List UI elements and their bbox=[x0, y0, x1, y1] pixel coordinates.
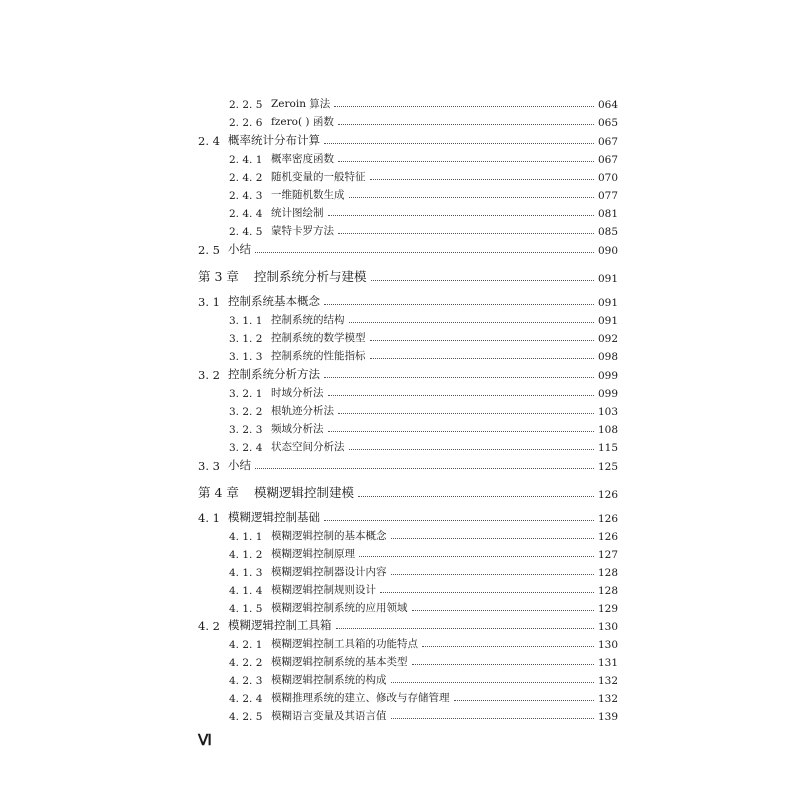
entry-number: 4. 2. 2 bbox=[229, 657, 263, 669]
dot-leader bbox=[358, 496, 594, 497]
dot-leader bbox=[412, 610, 594, 611]
dot-leader bbox=[359, 556, 594, 557]
entry-title: 小结 bbox=[228, 458, 251, 472]
subsection-entry bbox=[0, 597, 800, 615]
entry-page-number: 115 bbox=[597, 442, 618, 454]
entry-page-number: 077 bbox=[597, 190, 618, 202]
entry-page-number: 067 bbox=[597, 154, 618, 166]
dot-leader bbox=[349, 197, 594, 198]
entry-page-number: 092 bbox=[597, 333, 618, 345]
section-entry bbox=[0, 507, 800, 525]
entry-title: 模糊逻辑控制建模 bbox=[254, 485, 355, 500]
entry-title: 概率密度函数 bbox=[271, 153, 334, 165]
entry-title: 控制系统基本概念 bbox=[228, 294, 320, 308]
subsection-entry bbox=[0, 651, 800, 669]
dot-leader bbox=[338, 161, 594, 162]
subsection-entry bbox=[0, 111, 800, 129]
dot-leader bbox=[328, 395, 594, 396]
entry-number: 4. 1. 5 bbox=[229, 603, 263, 615]
entry-title: 根轨迹分析法 bbox=[271, 405, 334, 417]
entry-title: 模糊逻辑控制原理 bbox=[271, 548, 355, 560]
subsection-entry bbox=[0, 148, 800, 166]
entry-title: 一维随机数生成 bbox=[271, 189, 345, 201]
entry-title: 模糊逻辑控制工具箱的功能特点 bbox=[271, 638, 418, 650]
entry-page-number: 131 bbox=[597, 657, 618, 669]
entry-number: 4. 1. 2 bbox=[229, 549, 263, 561]
entry-title: 统计图绘制 bbox=[271, 207, 324, 219]
entry-title: 小结 bbox=[228, 242, 251, 256]
dot-leader bbox=[370, 358, 594, 359]
entry-number: 4. 2. 3 bbox=[229, 675, 263, 687]
entry-number: 第 3 章 bbox=[198, 269, 239, 284]
entry-page-number: 132 bbox=[597, 675, 618, 687]
entry-page-number: 103 bbox=[597, 406, 618, 418]
subsection-entry bbox=[0, 220, 800, 238]
subsection-entry bbox=[0, 525, 800, 543]
subsection-entry bbox=[0, 202, 800, 220]
dot-leader bbox=[391, 682, 594, 683]
entry-number: 2. 2. 5 bbox=[229, 99, 263, 111]
entry-title: 控制系统的数学模型 bbox=[271, 332, 366, 344]
dot-leader bbox=[338, 124, 594, 125]
entry-title: 随机变量的一般特征 bbox=[271, 171, 366, 183]
entry-number: 3. 2. 4 bbox=[229, 442, 263, 454]
entry-page-number: 091 bbox=[597, 297, 618, 309]
entry-title: 蒙特卡罗方法 bbox=[271, 225, 334, 237]
entry-title: 模糊逻辑控制基础 bbox=[228, 510, 320, 524]
page-number: Ⅵ bbox=[198, 733, 212, 749]
entry-title: 控制系统的性能指标 bbox=[271, 350, 366, 362]
entry-number: 2. 2. 6 bbox=[229, 117, 263, 129]
subsection-entry bbox=[0, 543, 800, 561]
entry-number: 4. 1. 4 bbox=[229, 585, 263, 597]
dot-leader bbox=[324, 377, 594, 378]
subsection-entry bbox=[0, 309, 800, 327]
subsection-entry bbox=[0, 400, 800, 418]
subsection-entry bbox=[0, 93, 800, 111]
dot-leader bbox=[422, 646, 594, 647]
entry-page-number: 091 bbox=[597, 273, 618, 285]
dot-leader bbox=[454, 700, 594, 701]
entry-page-number: 125 bbox=[597, 461, 618, 473]
entry-number: 3. 2. 3 bbox=[229, 424, 263, 436]
entry-number: 3. 1 bbox=[198, 295, 220, 309]
entry-page-number: 099 bbox=[597, 388, 618, 400]
entry-number: 3. 2. 2 bbox=[229, 406, 263, 418]
entry-number: 2. 4. 5 bbox=[229, 226, 263, 238]
entry-number: 4. 2. 5 bbox=[229, 711, 263, 723]
subsection-entry bbox=[0, 418, 800, 436]
entry-number: 3. 2 bbox=[198, 368, 220, 382]
entry-page-number: 099 bbox=[597, 370, 618, 382]
entry-page-number: 132 bbox=[597, 693, 618, 705]
entry-title: 模糊逻辑控制器设计内容 bbox=[271, 566, 387, 578]
entry-page-number: 128 bbox=[597, 585, 618, 597]
entry-number: 2. 4. 1 bbox=[229, 154, 263, 166]
entry-page-number: 081 bbox=[597, 208, 618, 220]
entry-title: 控制系统的结构 bbox=[271, 314, 345, 326]
subsection-entry bbox=[0, 579, 800, 597]
dot-leader bbox=[328, 431, 594, 432]
entry-title: 模糊逻辑控制工具箱 bbox=[228, 618, 332, 632]
section-entry bbox=[0, 364, 800, 382]
dot-leader bbox=[334, 106, 594, 107]
dot-leader bbox=[255, 252, 594, 253]
dot-leader bbox=[324, 304, 594, 305]
subsection-entry bbox=[0, 561, 800, 579]
subsection-entry bbox=[0, 687, 800, 705]
chapter-entry bbox=[0, 265, 800, 285]
dot-leader bbox=[338, 233, 594, 234]
entry-page-number: 127 bbox=[597, 549, 618, 561]
entry-number: 第 4 章 bbox=[198, 485, 239, 500]
entry-page-number: 091 bbox=[597, 315, 618, 327]
entry-title: 模糊逻辑控制系统的基本类型 bbox=[271, 656, 408, 668]
subsection-entry bbox=[0, 184, 800, 202]
entry-title: 控制系统分析与建模 bbox=[254, 269, 367, 284]
entry-page-number: 098 bbox=[597, 351, 618, 363]
section-entry bbox=[0, 130, 800, 148]
dot-leader bbox=[336, 628, 594, 629]
dot-leader bbox=[349, 449, 594, 450]
entry-title: Zeroin 算法 bbox=[271, 98, 331, 110]
entry-number: 4. 2 bbox=[198, 619, 220, 633]
dot-leader bbox=[412, 664, 594, 665]
dot-leader bbox=[370, 340, 594, 341]
entry-page-number: 128 bbox=[597, 567, 618, 579]
entry-number: 2. 4. 3 bbox=[229, 190, 263, 202]
dot-leader bbox=[380, 592, 594, 593]
entry-number: 3. 1. 3 bbox=[229, 351, 263, 363]
dot-leader bbox=[324, 520, 594, 521]
entry-number: 2. 5 bbox=[198, 243, 220, 257]
entry-page-number: 139 bbox=[597, 711, 618, 723]
entry-page-number: 126 bbox=[597, 531, 618, 543]
entry-page-number: 129 bbox=[597, 603, 618, 615]
section-entry bbox=[0, 455, 800, 473]
entry-title: 控制系统分析方法 bbox=[228, 367, 320, 381]
entry-title: 概率统计分布计算 bbox=[228, 133, 320, 147]
entry-number: 2. 4. 4 bbox=[229, 208, 263, 220]
entry-page-number: 090 bbox=[597, 245, 618, 257]
dot-leader bbox=[371, 280, 594, 281]
entry-page-number: 130 bbox=[597, 621, 618, 633]
entry-title: fzero( ) 函数 bbox=[271, 116, 334, 128]
subsection-entry bbox=[0, 633, 800, 651]
entry-title: 模糊逻辑控制规则设计 bbox=[271, 584, 376, 596]
section-entry bbox=[0, 291, 800, 309]
entry-page-number: 064 bbox=[597, 99, 618, 111]
subsection-entry bbox=[0, 166, 800, 184]
entry-title: 模糊逻辑控制的基本概念 bbox=[271, 530, 387, 542]
entry-number: 4. 1. 3 bbox=[229, 567, 263, 579]
entry-title: 模糊逻辑控制系统的构成 bbox=[271, 674, 387, 686]
dot-leader bbox=[255, 468, 594, 469]
dot-leader bbox=[391, 718, 594, 719]
entry-number: 3. 1. 1 bbox=[229, 315, 263, 327]
entry-number: 3. 1. 2 bbox=[229, 333, 263, 345]
section-entry bbox=[0, 239, 800, 257]
subsection-entry bbox=[0, 705, 800, 723]
subsection-entry bbox=[0, 345, 800, 363]
entry-number: 4. 2. 4 bbox=[229, 693, 263, 705]
section-entry bbox=[0, 615, 800, 633]
entry-page-number: 130 bbox=[597, 639, 618, 651]
entry-page-number: 126 bbox=[597, 513, 618, 525]
entry-title: 状态空间分析法 bbox=[271, 441, 345, 453]
dot-leader bbox=[349, 322, 594, 323]
dot-leader bbox=[328, 215, 594, 216]
entry-page-number: 067 bbox=[597, 136, 618, 148]
entry-number: 4. 1. 1 bbox=[229, 531, 263, 543]
subsection-entry bbox=[0, 382, 800, 400]
entry-page-number: 108 bbox=[597, 424, 618, 436]
entry-number: 2. 4. 2 bbox=[229, 172, 263, 184]
subsection-entry bbox=[0, 327, 800, 345]
entry-number: 3. 3 bbox=[198, 459, 220, 473]
dot-leader bbox=[338, 413, 594, 414]
entry-page-number: 126 bbox=[597, 489, 618, 501]
entry-page-number: 085 bbox=[597, 226, 618, 238]
entry-number: 4. 2. 1 bbox=[229, 639, 263, 651]
dot-leader bbox=[324, 143, 594, 144]
entry-title: 模糊语言变量及其语言值 bbox=[271, 710, 387, 722]
entry-title: 频域分析法 bbox=[271, 423, 324, 435]
entry-title: 模糊推理系统的建立、修改与存储管理 bbox=[271, 692, 450, 704]
subsection-entry bbox=[0, 669, 800, 687]
dot-leader bbox=[391, 538, 594, 539]
entry-page-number: 070 bbox=[597, 172, 618, 184]
entry-title: 模糊逻辑控制系统的应用领域 bbox=[271, 602, 408, 614]
entry-number: 2. 4 bbox=[198, 134, 220, 148]
subsection-entry bbox=[0, 436, 800, 454]
entry-title: 时域分析法 bbox=[271, 387, 324, 399]
chapter-entry bbox=[0, 481, 800, 501]
dot-leader bbox=[391, 574, 594, 575]
entry-number: 3. 2. 1 bbox=[229, 388, 263, 400]
entry-number: 4. 1 bbox=[198, 511, 220, 525]
dot-leader bbox=[370, 179, 594, 180]
entry-page-number: 065 bbox=[597, 117, 618, 129]
